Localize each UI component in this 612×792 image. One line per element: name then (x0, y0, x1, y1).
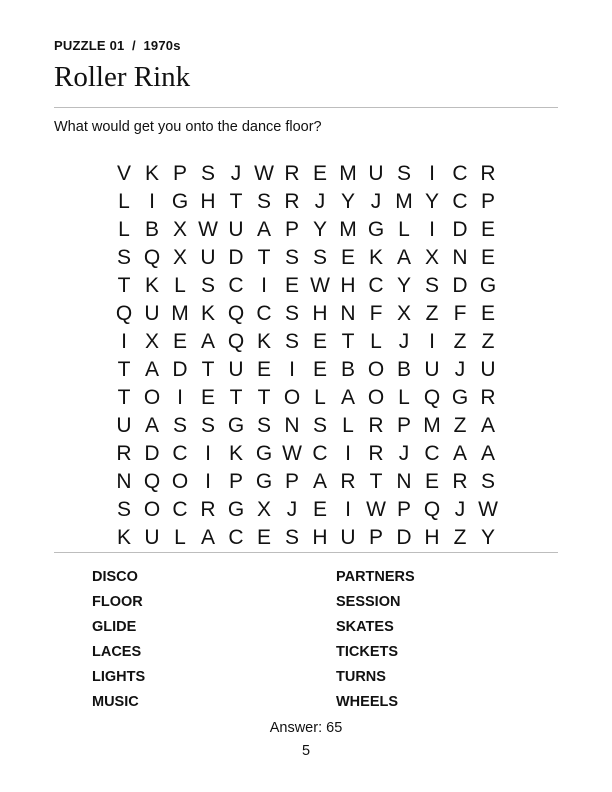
grid-letter: I (429, 161, 435, 185)
grid-letter: G (227, 497, 245, 521)
grid-letter: Y (340, 189, 355, 213)
grid-letter: W (310, 273, 330, 297)
grid-letter: S (256, 413, 271, 437)
grid-letter: P (284, 217, 299, 241)
grid-letter: P (396, 497, 411, 521)
grid-letter: T (369, 469, 383, 493)
grid-letter: E (424, 469, 439, 493)
grid-letter: Y (396, 273, 411, 297)
grid-letter: S (284, 301, 299, 325)
grid-letter: R (452, 469, 468, 493)
grid-letter: I (149, 189, 155, 213)
grid-letter: O (143, 497, 161, 521)
grid-letter: E (312, 357, 327, 381)
grid-letter: I (205, 441, 211, 465)
grid-letter: Z (425, 301, 439, 325)
grid-letter: R (368, 441, 384, 465)
grid-letter: F (369, 301, 383, 325)
grid-letter: J (314, 189, 326, 213)
grid-letter: J (398, 441, 410, 465)
divider-middle (54, 552, 558, 553)
grid-letter: I (205, 469, 211, 493)
word-list-item: TICKETS (336, 643, 399, 660)
grid-letter: A (256, 217, 271, 241)
grid-letter: I (289, 357, 295, 381)
grid-letter: M (339, 217, 357, 241)
grid-letter: E (340, 245, 355, 269)
grid-letter: A (144, 413, 159, 437)
grid-letter: O (367, 385, 385, 409)
grid-letter: P (396, 413, 411, 437)
grid-letter: S (284, 329, 299, 353)
grid-letter: O (171, 469, 189, 493)
grid-letter: K (116, 525, 131, 549)
grid-letter: M (395, 189, 413, 213)
grid-letter: K (368, 245, 383, 269)
grid-letter: I (429, 217, 435, 241)
grid-letter: A (312, 469, 327, 493)
grid-letter: K (144, 161, 159, 185)
word-list-item: FLOOR (92, 593, 143, 610)
grid-letter: L (398, 385, 410, 409)
grid-letter: D (452, 217, 468, 241)
grid-letter: U (116, 413, 132, 437)
grid-letter: H (312, 525, 328, 549)
letter-grid (110, 159, 502, 551)
grid-letter: Z (481, 329, 495, 353)
grid-letter: W (366, 497, 386, 521)
grid-letter: S (116, 245, 131, 269)
grid-letter: Q (143, 469, 161, 493)
puzzle-title: Roller Rink (54, 61, 191, 93)
grid-letter: E (172, 329, 187, 353)
grid-letter: R (284, 189, 300, 213)
grid-letter: H (340, 273, 356, 297)
grid-letter: I (429, 329, 435, 353)
grid-letter: N (340, 301, 356, 325)
grid-letter: E (480, 217, 495, 241)
grid-letter: C (424, 441, 440, 465)
word-list-item: DISCO (92, 568, 138, 585)
grid-letter: C (452, 189, 468, 213)
grid-letter: G (227, 413, 245, 437)
grid-letter: G (479, 273, 497, 297)
page-number: 5 (301, 743, 311, 759)
puzzle-kicker: PUZZLE 01 / 1970s (54, 38, 181, 53)
grid-letter: M (171, 301, 189, 325)
grid-letter: O (367, 357, 385, 381)
grid-letter: G (255, 469, 273, 493)
grid-letter: M (339, 161, 357, 185)
word-list-item: SESSION (336, 593, 401, 610)
grid-letter: I (177, 385, 183, 409)
grid-letter: L (174, 273, 186, 297)
word-list-item: PARTNERS (336, 568, 415, 585)
grid-letter: H (312, 301, 328, 325)
grid-letter: S (284, 245, 299, 269)
grid-letter: K (144, 273, 159, 297)
word-list-item: TURNS (336, 668, 386, 685)
grid-letter: U (200, 245, 216, 269)
puzzle-question: What would get you onto the dance floor? (54, 119, 322, 135)
grid-letter: D (396, 525, 412, 549)
grid-letter: E (312, 161, 327, 185)
grid-letter: E (256, 357, 271, 381)
grid-letter: A (480, 413, 495, 437)
grid-letter: S (284, 525, 299, 549)
grid-letter: X (256, 497, 271, 521)
grid-letter: T (257, 385, 271, 409)
grid-letter: X (396, 301, 411, 325)
grid-letter: D (172, 357, 188, 381)
grid-letter: E (284, 273, 299, 297)
grid-letter: R (200, 497, 216, 521)
grid-letter: S (200, 161, 215, 185)
grid-letter: H (200, 189, 216, 213)
grid-letter: S (116, 497, 131, 521)
grid-letter: V (116, 161, 131, 185)
grid-letter: Y (312, 217, 327, 241)
grid-letter: R (480, 161, 496, 185)
grid-letter: E (312, 329, 327, 353)
grid-letter: U (144, 301, 160, 325)
word-list-item: GLIDE (92, 618, 137, 635)
grid-letter: K (256, 329, 271, 353)
grid-letter: B (340, 357, 355, 381)
grid-letter: Q (423, 497, 441, 521)
grid-letter: S (424, 273, 439, 297)
grid-letter: F (453, 301, 467, 325)
grid-letter: S (256, 189, 271, 213)
grid-letter: G (367, 217, 385, 241)
grid-letter: O (283, 385, 301, 409)
grid-letter: D (452, 273, 468, 297)
grid-letter: Z (453, 525, 467, 549)
grid-letter: T (201, 357, 215, 381)
grid-letter: Y (424, 189, 439, 213)
grid-letter: S (200, 413, 215, 437)
grid-letter: C (228, 525, 244, 549)
grid-letter: L (398, 217, 410, 241)
word-list-item: LACES (92, 643, 142, 660)
grid-letter: R (116, 441, 132, 465)
grid-letter: W (254, 161, 274, 185)
grid-letter: C (172, 441, 188, 465)
grid-letter: T (117, 273, 131, 297)
grid-letter: U (228, 217, 244, 241)
grid-letter: E (312, 497, 327, 521)
grid-letter: L (342, 413, 354, 437)
word-list-item: MUSIC (92, 693, 139, 710)
grid-letter: R (368, 413, 384, 437)
grid-letter: A (480, 441, 495, 465)
grid-letter: E (480, 245, 495, 269)
grid-letter: P (480, 189, 495, 213)
grid-letter: Q (227, 329, 245, 353)
grid-letter: D (228, 245, 244, 269)
grid-letter: R (340, 469, 356, 493)
grid-letter: L (314, 385, 326, 409)
grid-letter: X (144, 329, 159, 353)
grid-letter: N (116, 469, 132, 493)
grid-letter: H (424, 525, 440, 549)
grid-letter: Z (453, 413, 467, 437)
grid-letter: A (144, 357, 159, 381)
grid-letter: W (478, 497, 498, 521)
grid-letter: S (480, 469, 495, 493)
grid-letter: Q (143, 245, 161, 269)
grid-letter: X (424, 245, 439, 269)
grid-letter: L (118, 189, 130, 213)
grid-letter: U (228, 357, 244, 381)
grid-letter: Q (423, 385, 441, 409)
word-list-item: SKATES (336, 618, 394, 635)
grid-letter: R (480, 385, 496, 409)
grid-letter: P (284, 469, 299, 493)
grid-letter: C (172, 497, 188, 521)
grid-letter: D (144, 441, 160, 465)
grid-letter: A (340, 385, 355, 409)
grid-letter: A (396, 245, 411, 269)
grid-letter: C (452, 161, 468, 185)
grid-letter: J (454, 357, 466, 381)
grid-letter: Y (480, 525, 495, 549)
grid-letter: I (261, 273, 267, 297)
grid-letter: C (256, 301, 272, 325)
grid-letter: U (340, 525, 356, 549)
grid-letter: G (171, 189, 189, 213)
grid-letter: S (312, 245, 327, 269)
grid-letter: U (144, 525, 160, 549)
answer-text: Answer: 65 (269, 720, 343, 736)
grid-letter: Z (453, 329, 467, 353)
grid-letter: U (480, 357, 496, 381)
grid-letter: S (200, 273, 215, 297)
grid-letter: U (368, 161, 384, 185)
grid-letter: T (117, 385, 131, 409)
grid-letter: K (200, 301, 215, 325)
grid-letter: N (452, 245, 468, 269)
grid-letter: U (424, 357, 440, 381)
grid-letter: B (144, 217, 159, 241)
grid-letter: K (228, 441, 243, 465)
grid-letter: L (174, 525, 186, 549)
grid-letter: T (341, 329, 355, 353)
grid-letter: S (396, 161, 411, 185)
word-list-item: LIGHTS (92, 668, 146, 685)
grid-letter: T (117, 357, 131, 381)
grid-letter: T (257, 245, 271, 269)
word-list (92, 564, 532, 714)
grid-letter: O (143, 385, 161, 409)
divider-top (54, 107, 558, 108)
grid-letter: Q (227, 301, 245, 325)
grid-letter: G (451, 385, 469, 409)
grid-letter: E (256, 525, 271, 549)
grid-letter: W (198, 217, 218, 241)
grid-letter: A (200, 525, 215, 549)
grid-letter: C (312, 441, 328, 465)
grid-letter: S (312, 413, 327, 437)
grid-letter: S (172, 413, 187, 437)
grid-letter: N (396, 469, 412, 493)
grid-letter: C (228, 273, 244, 297)
grid-letter: I (345, 441, 351, 465)
grid-letter: J (454, 497, 466, 521)
grid-letter: L (118, 217, 130, 241)
grid-letter: Q (115, 301, 133, 325)
grid-letter: X (172, 217, 187, 241)
grid-letter: T (229, 385, 243, 409)
grid-letter: M (423, 413, 441, 437)
grid-letter: J (370, 189, 382, 213)
grid-letter: R (284, 161, 300, 185)
grid-letter: C (368, 273, 384, 297)
grid-letter: A (452, 441, 467, 465)
grid-letter: E (200, 385, 215, 409)
grid-letter: P (172, 161, 187, 185)
grid-letter: B (396, 357, 411, 381)
grid-letter: J (230, 161, 242, 185)
grid-letter: L (370, 329, 382, 353)
grid-letter: G (255, 441, 273, 465)
grid-letter: P (228, 469, 243, 493)
grid-letter: E (480, 301, 495, 325)
grid-letter: N (284, 413, 300, 437)
grid-letter: J (286, 497, 298, 521)
word-list-item: WHEELS (336, 693, 399, 710)
grid-letter: T (229, 189, 243, 213)
grid-letter: J (398, 329, 410, 353)
grid-letter: P (368, 525, 383, 549)
grid-letter: I (121, 329, 127, 353)
grid-letter: I (345, 497, 351, 521)
grid-letter: X (172, 245, 187, 269)
grid-letter: A (200, 329, 215, 353)
grid-letter: W (282, 441, 302, 465)
